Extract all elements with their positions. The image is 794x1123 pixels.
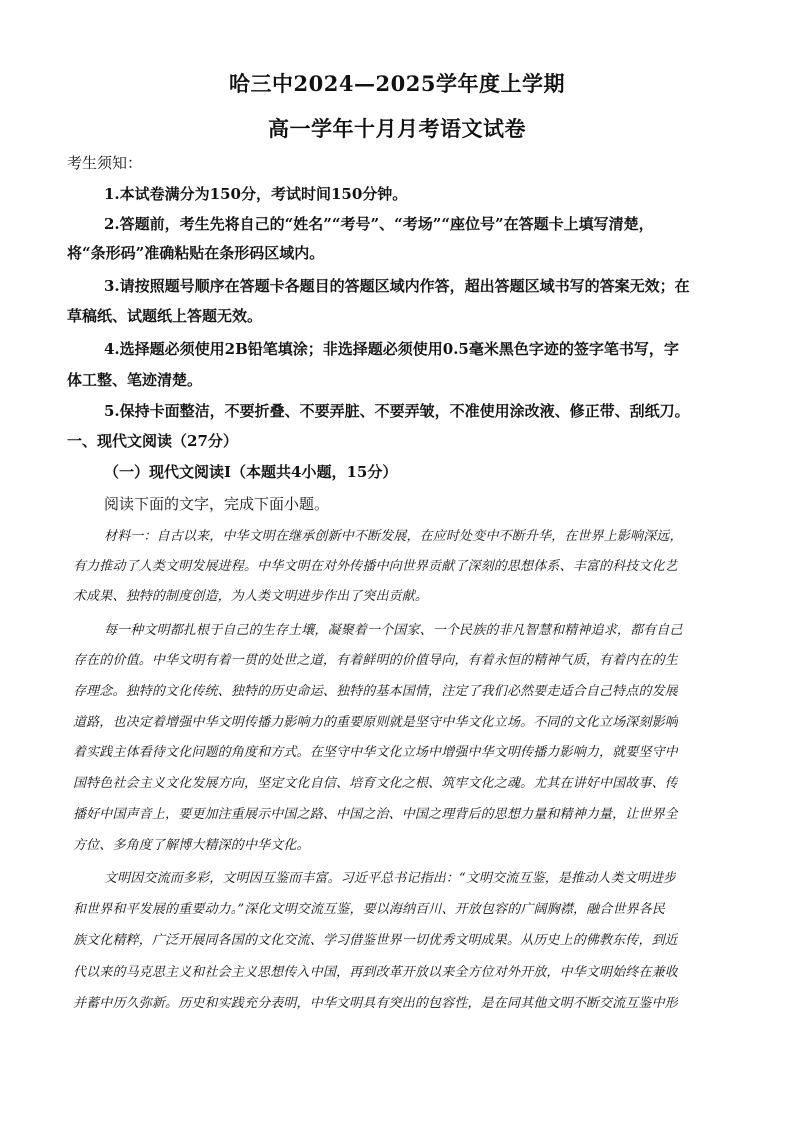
notice-item: 草稿纸、试题纸上答题无效。: [67, 307, 263, 325]
passage-line: 和世界和平发展的重要动力。”深化文明交流互鉴，要以海纳百川、开放包容的广阔胸襟，融合世界各民: [73, 902, 666, 917]
reading-instruction: 阅读下面的文字，完成下面小题。: [104, 495, 330, 513]
passage-line: 道路，也决定着增强中华文明传播力影响力的重要原则就是坚守中华文化立场。不同的文化立场深刻影响: [73, 715, 678, 730]
passage-line: 族文化精粹，广泛开展同各国的文化交流、学习借鉴世界一切优秀文明成果。从历史上的佛教东传，到近: [73, 933, 678, 948]
passage-line: 有力推动了人类文明发展进程。中华文明在对外传播中向世界贡献了深刻的思想体系、丰富的科技文化艺: [73, 559, 678, 574]
passage-line: 着实践主体看待文化问题的角度和方式。在坚守中华文化立场中增强中华文明传播力影响力，就要坚守中: [73, 745, 678, 760]
passage-line: 方位、多角度了解博大精深的中华文化。: [73, 838, 310, 853]
passage-line: 文明因交流而多彩，文明因互鉴而丰富。习近平总书记指出：“文明交流互鉴，是推动人类文明进步: [104, 871, 677, 886]
passage-line: 存在的价值。中华文明有着一贯的处世之道，有着鲜明的价值导向，有着永恒的精神气质，有着内在的生: [73, 653, 678, 668]
notice-heading: 考生须知：: [67, 154, 143, 172]
notice-item: 3.请按照题号顺序在答题卡各题目的答题区域内作答，超出答题区域书写的答案无效；在: [104, 277, 690, 295]
passage-line: 代以来的马克思主义和社会主义思想传入中国，再到改革开放以来全方位对外开放，中华文明始终在兼收: [73, 965, 678, 980]
notice-item: 4.选择题必须使用2B铅笔填涂；非选择题必须使用0.5毫米黑色字迹的签字笔书写，字: [104, 340, 679, 358]
passage-line: 并蓄中历久弥新。历史和实践充分表明，中华文明具有突出的包容性，是在同其他文明不断交流互鉴中形: [73, 996, 678, 1011]
passage-line: 国特色社会主义文化发展方向，坚定文化自信、培育文化之根、筑牢文化之魂。尤其在讲好中国故事、传: [73, 776, 678, 791]
passage-line: 播好中国声音上，要更加注重展示中国之路、中国之治、中国之理背后的思想力量和精神力量，让世界全: [73, 807, 678, 822]
passage-line: 材料一：自古以来，中华文明在继承创新中不断发展，在应时处变中不断升华，在世界上影响深远，: [104, 529, 683, 544]
notice-item: 2.答题前，考生先将自己的“姓名”“考号”、“考场”“座位号”在答题卡上填写清楚，: [104, 215, 654, 233]
exam-subtitle: 高一学年十月月考语文试卷: [268, 116, 526, 141]
passage-line: 存理念。独特的文化传统、独特的历史命运、独特的基本国情，注定了我们必然要走适合自己特点的发展: [73, 684, 678, 699]
notice-item: 将“条形码”准确粘贴在条形码区域内。: [67, 244, 325, 262]
passage-line: 术成果、独特的制度创造，为人类文明进步作出了突出贡献。: [73, 589, 429, 604]
section-heading: 一、现代文阅读（27分）: [67, 432, 238, 450]
notice-item: 体工整、笔迹清楚。: [67, 371, 203, 389]
notice-item: 5.保持卡面整洁，不要折叠、不要弄脏、不要弄皱，不准使用涂改液、修正带、刮纸刀。: [104, 402, 690, 420]
exam-title: 哈三中2024—2025学年度上学期: [229, 71, 565, 96]
section-subheading: （一）现代文阅读Ⅰ（本题共4小题，15分）: [104, 463, 398, 481]
notice-item: 1.本试卷满分为150分，考试时间150分钟。: [104, 185, 408, 203]
passage-line: 每一种文明都扎根于自己的生存土壤，凝聚着一个国家、一个民族的非凡智慧和精神追求，都有自己: [104, 623, 683, 638]
